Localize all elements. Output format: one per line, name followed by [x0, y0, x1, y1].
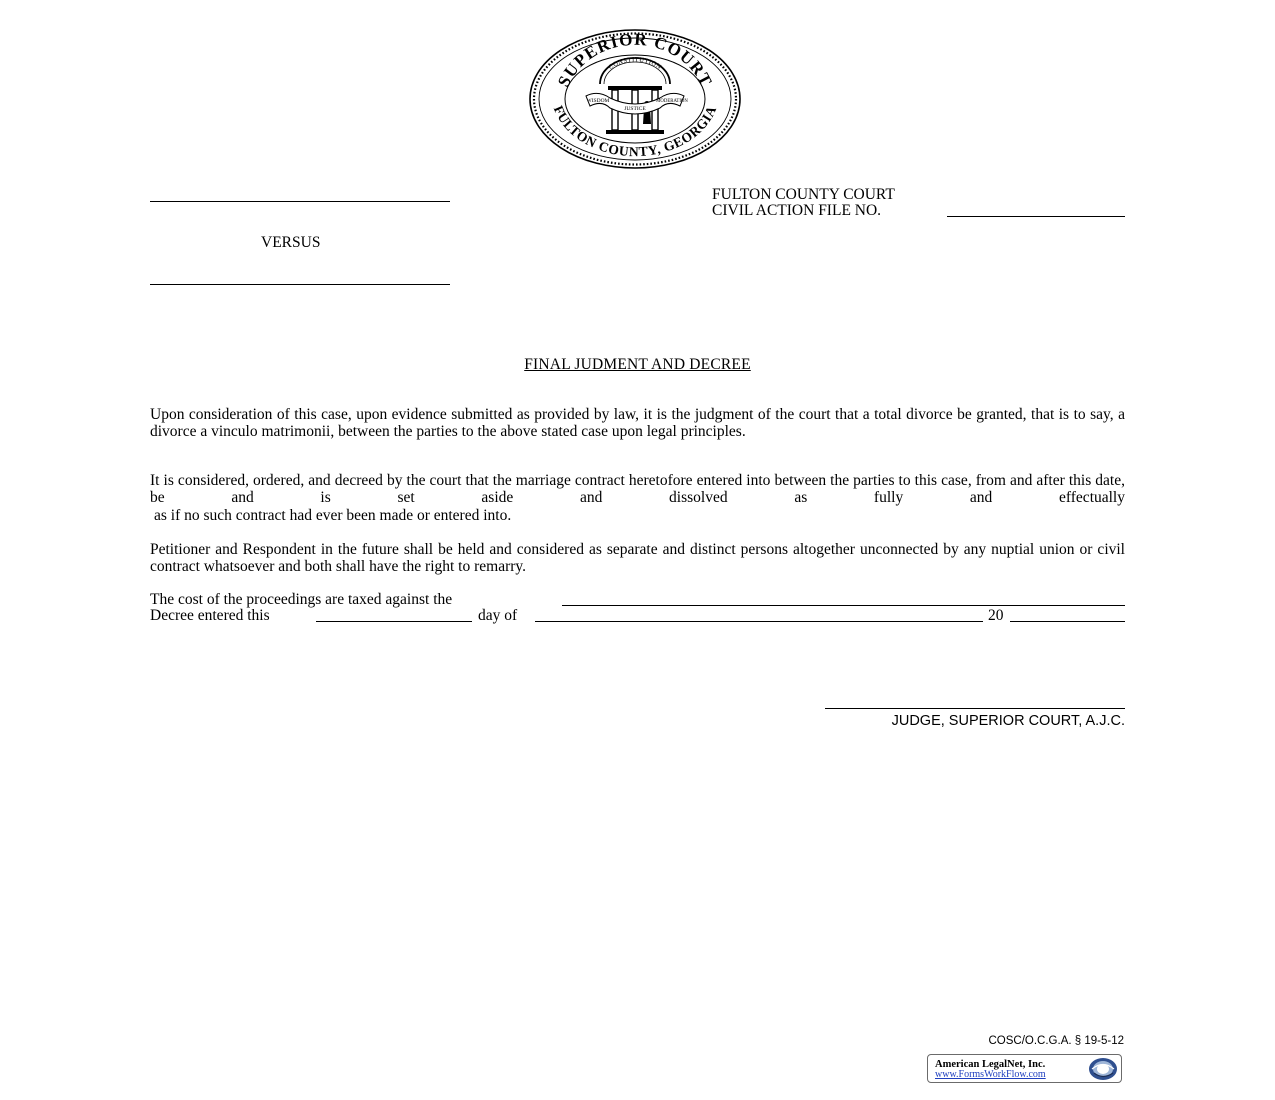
decree-month-line[interactable]: [535, 621, 983, 622]
day-of-label: day of: [478, 607, 518, 624]
globe-icon: [1086, 1056, 1120, 1082]
judge-signature-line[interactable]: [825, 708, 1125, 709]
seal-bottom-text: FULTON COUNTY, GEORGIA: [550, 103, 720, 160]
publisher-badge[interactable]: [927, 1054, 1122, 1083]
publisher-name: American LegalNet, Inc.: [935, 1059, 1046, 1070]
paragraph-decree-a: It is considered, ordered, and decreed by the court that the marriage contract heretofore entered into between the parties to this case, from and after this date, be and is set aside and dissolved as fully and effectually: [150, 472, 1125, 506]
file-no-line[interactable]: [947, 216, 1125, 217]
svg-text:CONSTITUTION: [607, 56, 662, 71]
decree-year-line[interactable]: [1010, 621, 1125, 622]
seal-banner-right: MODERATION: [656, 99, 688, 104]
versus-label: VERSUS: [261, 234, 321, 251]
seal-graphic: [528, 28, 742, 170]
file-no-label: CIVIL ACTION FILE NO.: [712, 202, 882, 219]
plaintiff-name-line[interactable]: [150, 201, 450, 202]
page-title: FINAL JUDMENT AND DECREE: [524, 356, 751, 373]
seal-top-text: SUPERIOR COURT: [553, 29, 717, 90]
seal-banner-left: WISDOM: [586, 98, 610, 104]
seal-arch-text: CONSTITUTION: [607, 56, 663, 72]
paragraph-remarry: Petitioner and Respondent in the future shall be held and considered as separate and distinct persons altogether unconnected by any nuptial union or civil contract whatsoever and both shall have the right to remarry.: [150, 541, 1125, 575]
court-name: FULTON COUNTY COURT: [712, 186, 895, 203]
seal-banner-center: JUSTICE: [624, 106, 646, 112]
form-code: COSC/O.C.G.A. § 19-5-12: [988, 1035, 1124, 1047]
judge-signature-label: JUDGE, SUPERIOR COURT, A.J.C.: [891, 713, 1125, 729]
cost-label: The cost of the proceedings are taxed against the: [150, 591, 453, 608]
decree-label: Decree entered this: [150, 607, 270, 624]
paragraph-judgment: Upon consideration of this case, upon evidence submitted as provided by law, it is the judgment of the court that a total divorce be granted, that is to say, a divorce a vinculo matrimonii, between the parties to the above stated case upon legal principles.: [150, 406, 1125, 440]
cost-party-line[interactable]: [562, 605, 1125, 606]
court-seal: [528, 28, 742, 170]
year-prefix: 20: [988, 607, 1004, 624]
decree-day-line[interactable]: [316, 621, 472, 622]
publisher-url[interactable]: www.FormsWorkFlow.com: [935, 1069, 1046, 1080]
paragraph-decree-b: as if no such contract had ever been made or entered into.: [154, 507, 512, 524]
defendant-name-line[interactable]: [150, 284, 450, 285]
